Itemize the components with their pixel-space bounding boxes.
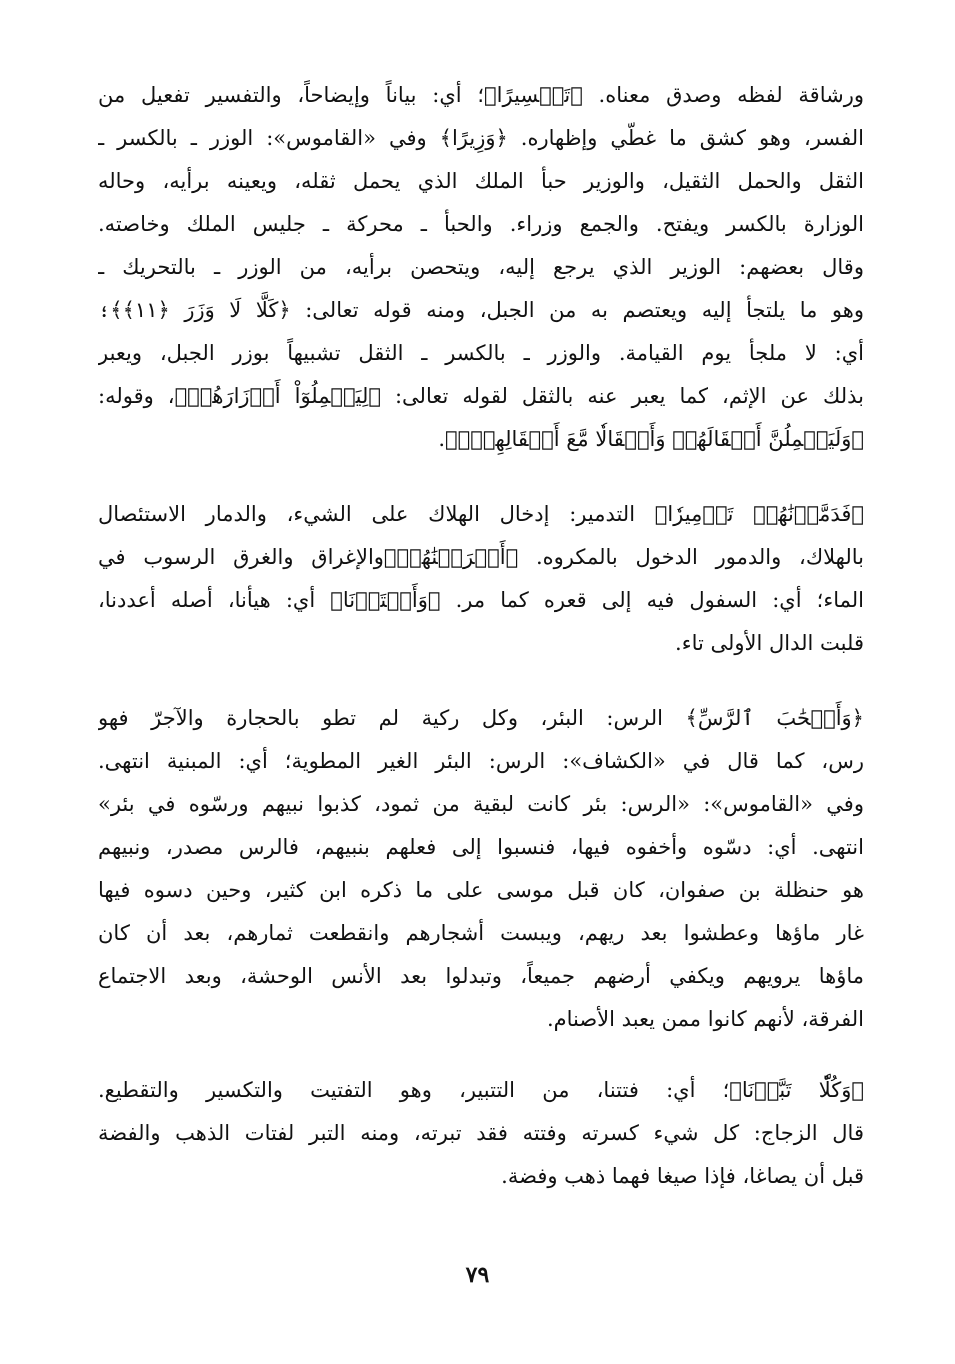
text-line: الفسر، وهو كشق ما غطّي وإظهاره. ﴿وَزِيرًا﴾ وفي «القاموس»: الوزر ـ بالكسر ـ xyxy=(98,126,864,150)
text-line: ﴿وَأَصۡحَٰبَ ٱلرَّسِّ﴾ الرس: البئر، وكل ركية لم تطو بالحجارة والآجرّ فهو xyxy=(98,706,864,730)
paragraph-gap xyxy=(98,665,864,697)
text-line: ﴿وَكُلّٗا تَبَّرۡنَا﴾؛ أي: فتتنا، من التتبير، وهو التفتيت والتكسير والتقطيع. xyxy=(98,1078,864,1102)
text-line: قبل أن يصاغا، فإذا صيغا فهما ذهب وفضة. xyxy=(501,1164,864,1188)
text-line: رس، كما قال في «الكشاف»: الرس: البئر الغير المطوية؛ أي: المبنية انتهى. xyxy=(98,749,864,773)
text-line: غار ماؤها وعطشوا بعد ريهم، ويبست أشجارهم وانقطعت ثمارهم، بعد أن كان xyxy=(98,921,864,945)
text-line: بالهلاك، والدمور الدخول بالمكروه. ﴿أَغۡرَقۡنَٰهُمۡ﴾والإغراق والغرق الرسوب في xyxy=(98,545,864,569)
text-line: الثقل والحمل الثقيل، والوزير حبأ الملك الذي يحمل ثقله، ويعينه برأيه، وحاله xyxy=(98,169,864,193)
text-line: انتهى. أي: دسّوه وأخفوه فيها، فنسبوا إلى فعلهم بنبيهم، فالرس مصدر، ونبيهم xyxy=(98,835,864,859)
text-line: الوزارة بالكسر ويفتح. والجمع وزراء. والحبأ ـ محركة ـ جليس الملك وخاصته. xyxy=(98,212,864,236)
paragraph-tafsir-wazir xyxy=(98,74,864,461)
text-line: هو حنظلة بن صفوان، كان قبل موسى على ما ذكره ابن كثير، وحين دسوه فيها xyxy=(98,878,864,902)
paragraph-gap xyxy=(98,1041,864,1069)
text-line: أي: لا ملجأ يوم القيامة. والوزر ـ بالكسر ـ الثقل تشبيهاً بوزر الجبل، ويعبر xyxy=(98,341,864,365)
paragraph-gap xyxy=(98,461,864,493)
text-line: وقال بعضهم: الوزير الذي يرجع إليه، ويتحصن برأيه، من الوزر ـ بالتحريك ـ xyxy=(98,255,864,279)
text-line: وفي «القاموس»: «الرس: بئر كانت لبقية من ثمود، كذبوا نبيهم ورسّوه في بئر» xyxy=(98,792,864,816)
text-line: ورشاقة لفظه وصدق معناه. ﴿تَفۡسِيرًا﴾؛ أي: بياناً وإيضاحاً، والتفسير تفعيل من xyxy=(98,83,864,107)
paragraph-ashab-al-rass xyxy=(98,697,864,1041)
text-line: الماء؛ أي: السفول فيه إلى قعره كما مر. ﴿وَأَعۡتَدۡنَا﴾ أي: هيأنا، أصله أعددنا، xyxy=(98,588,864,612)
page-body xyxy=(98,74,864,1198)
text-line: وهو ما يلتجأ إليه ويعتصم به من الجبل، ومنه قوله تعالى: ﴿كَلَّا لَا وَزَرَ ﴿١١﴾﴾؛ xyxy=(98,298,864,322)
text-line: ماؤها يرويهم ويكفي أرضهم جميعاً، وتبدلوا بعد الأنس الوحشة، وبعد الاجتماع xyxy=(98,964,864,988)
text-line: ﴿وَلَيَحۡمِلُنَّ أَثۡقَالَهُمۡ وَأَثۡقَالٗا مَّعَ أَثۡقَالِهِمۡۖ﴾. xyxy=(438,427,864,451)
text-line: بذلك عن الإثم، كما يعبر عنه بالثقل لقوله تعالى: ﴿لِيَحۡمِلُوٓاْ أَوۡزَارَهُمۡ﴾، وقوله: xyxy=(98,384,864,408)
text-line: الفرقة، لأنهم كانوا ممن يعبد الأصنام. xyxy=(546,1007,864,1031)
text-line: ﴿فَدَمَّرۡنَٰهُمۡ تَدۡمِيرٗا﴾ التدمير: إدخال الهلاك على الشيء، والدمار الاستئصال xyxy=(98,502,864,526)
paragraph-tadmir xyxy=(98,493,864,665)
page-number: ٧٩ xyxy=(465,1262,490,1288)
paragraph-tatbir xyxy=(98,1069,864,1198)
text-line: قال الزجاج: كل شيء كسرته وفتته فقد تبرته، ومنه التبر لفتات الذهب والفضة xyxy=(98,1121,864,1145)
text-line: قلبت الدال الأولى تاء. xyxy=(675,631,864,655)
